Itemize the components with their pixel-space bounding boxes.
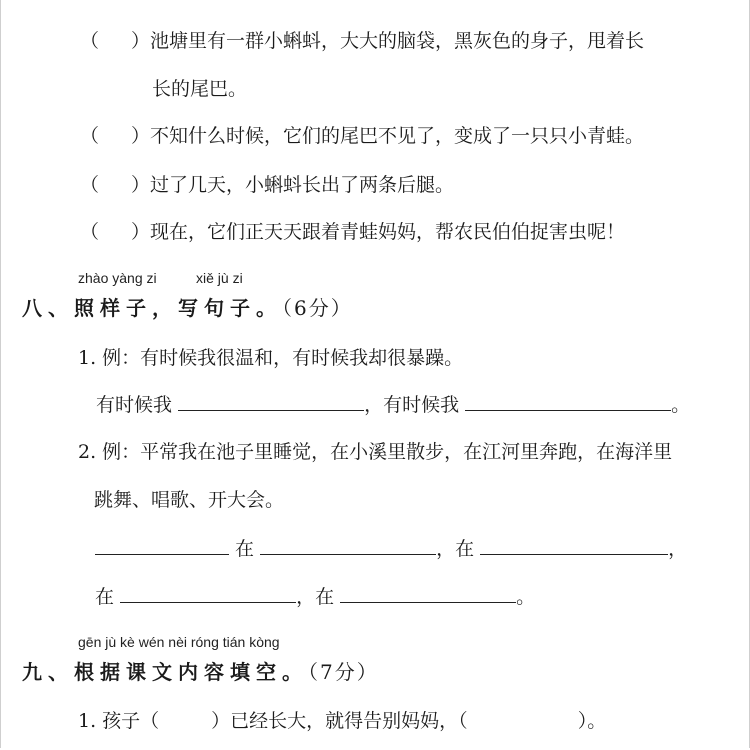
order-paren-open[interactable]: （ bbox=[80, 125, 100, 147]
section9-q1 bbox=[78, 706, 606, 733]
order-paren-close: ） bbox=[131, 174, 151, 196]
section8-q2-prompt-cont: 跳舞、唱歌、开大会。 bbox=[94, 489, 285, 511]
q1-blank-b[interactable] bbox=[465, 392, 671, 411]
order-item-text: 现在，它们正天天跟着青蛙妈妈，帮农民伯伯捉害虫呢！ bbox=[150, 221, 626, 243]
section9-q1-part-c: ）。 bbox=[577, 710, 607, 732]
q2-end: 。 bbox=[516, 586, 536, 608]
section8-q1-prompt: 1. 例：有时候我很温和，有时候我却很暴躁。 bbox=[78, 347, 464, 369]
order-item-2 bbox=[80, 121, 644, 148]
q2-comma: ， bbox=[668, 538, 688, 560]
section8-score: （6分） bbox=[282, 296, 353, 320]
order-paren-open[interactable]: （ bbox=[80, 30, 100, 52]
order-paren-open[interactable]: （ bbox=[80, 221, 100, 243]
q2-zai-4: ，在 bbox=[296, 586, 335, 608]
section8-q2-fill-row-2 bbox=[95, 582, 535, 609]
q1-fill-label-a: 有时候我 bbox=[96, 394, 173, 416]
order-item-text: 不知什么时候，它们的尾巴不见了，变成了一只只小青蛙。 bbox=[150, 125, 645, 147]
section8-q2-fill-row-1 bbox=[95, 534, 687, 561]
q2-blank-1[interactable] bbox=[95, 536, 229, 555]
section9-heading bbox=[22, 656, 379, 685]
q2-blank-2[interactable] bbox=[260, 536, 436, 555]
order-item-3 bbox=[80, 170, 454, 197]
section8-q2-prompt: 2. 例：平常我在池子里睡觉，在小溪里散步，在江河里奔跑，在海洋里 bbox=[78, 441, 673, 463]
section8-pinyin-b: xiě jù zi bbox=[196, 270, 243, 286]
q2-blank-4[interactable] bbox=[120, 584, 296, 603]
section8-pinyin-a: zhào yàng zi bbox=[78, 270, 157, 286]
q2-blank-5[interactable] bbox=[340, 584, 516, 603]
q2-zai-1: 在 bbox=[235, 538, 255, 560]
order-paren-close: ） bbox=[131, 221, 151, 243]
q2-blank-3[interactable] bbox=[480, 536, 668, 555]
order-paren-close: ） bbox=[131, 30, 151, 52]
section9-q1-part-a: 1. 孩子（ bbox=[78, 710, 160, 732]
q1-end: 。 bbox=[671, 394, 691, 416]
order-item-4 bbox=[80, 217, 625, 244]
order-item-text: 过了几天，小蝌蚪长出了两条后腿。 bbox=[150, 174, 455, 196]
q2-zai-2: ，在 bbox=[436, 538, 475, 560]
section9-pinyin: gēn jù kè wén nèi róng tián kòng bbox=[78, 634, 280, 650]
section8-q1-fill-row bbox=[96, 390, 690, 417]
q2-zai-3: 在 bbox=[95, 586, 115, 608]
order-item-1 bbox=[80, 26, 644, 53]
order-paren-close: ） bbox=[131, 125, 151, 147]
section9-score: （7分） bbox=[308, 660, 379, 684]
q1-fill-label-b: ，有时候我 bbox=[364, 394, 460, 416]
order-item-text: 池塘里有一群小蝌蚪，大大的脑袋，黑灰色的身子，甩着长 bbox=[150, 30, 645, 52]
order-item-1-continued bbox=[152, 74, 247, 101]
q1-blank-a[interactable] bbox=[178, 392, 364, 411]
section9-title: 九、根据课文内容填空。 bbox=[22, 660, 308, 684]
section9-q1-part-b: ）已经长大，就得告别妈妈，（ bbox=[211, 710, 468, 732]
order-item-text: 长的尾巴。 bbox=[152, 78, 248, 100]
order-paren-open[interactable]: （ bbox=[80, 174, 100, 196]
section8-title: 八、照样子，写句子。 bbox=[22, 296, 282, 320]
section8-heading bbox=[22, 292, 353, 321]
